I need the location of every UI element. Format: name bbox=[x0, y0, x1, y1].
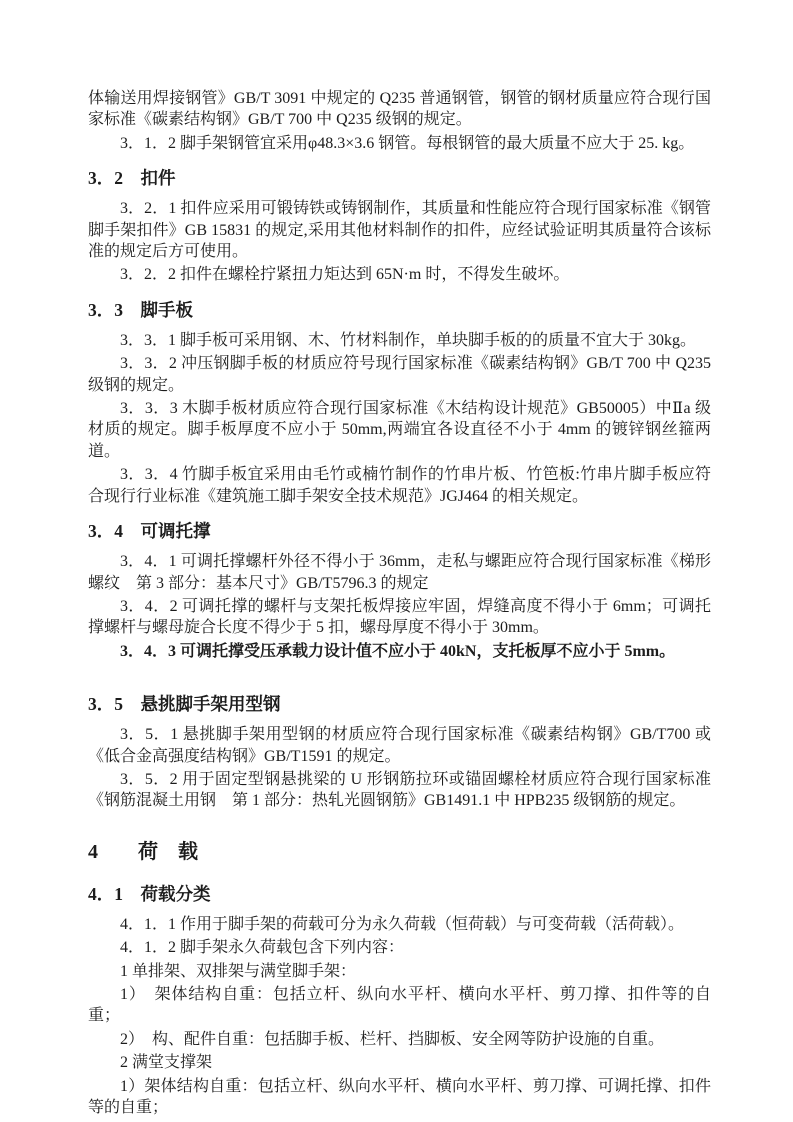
paragraph-continuation: 体输送用焊接钢管》GB/T 3091 中规定的 Q235 普通钢管，钢管的钢材质量应符合现行国家标准《碳素结构钢》GB/T 700 中 Q235 级钢的规定。 bbox=[88, 90, 711, 129]
chapter-heading-4: 4 荷 载 bbox=[88, 840, 198, 863]
section-heading-4-1: 4．1 荷载分类 bbox=[88, 883, 211, 904]
list-item-2: 2 满堂支撑架 bbox=[120, 1054, 213, 1072]
paragraph-3-1-2: 3．1．2 脚手架钢管宜采用φ48.3×3.6 钢管。每根钢管的最大质量不应大于 25. kg。 bbox=[120, 134, 695, 152]
paragraph-3-3-3: 3．3．3 木脚手板材质应符合现行国家标准《木结构设计规范》GB50005）中Ⅱa 级材质的规定。脚手板厚度不应小于 50mm,两端宜各设直径不小于 4mm 的镀锌钢丝箍两道。 bbox=[88, 400, 711, 460]
paragraph-3-2-1: 3．2．1 扣件应采用可锻铸铁或铸钢制作，其质量和性能应符合现行国家标准《钢管脚手架扣件》GB 15831 的规定,采用其他材料制作的扣件，应经试验证明其质量符合该标准的规定后方可使用。 bbox=[88, 200, 711, 261]
paragraph-3-3-4: 3．3．4 竹脚手板宜采用由毛竹或楠竹制作的竹串片板、竹笆板:竹串片脚手板应符合现行行业标准《建筑施工脚手架安全技术规范》JGJ464 的相关规定。 bbox=[88, 466, 711, 505]
list-item-1-2: 2） 构、配件自重：包括脚手板、栏杆、挡脚板、安全网等防护设施的自重。 bbox=[120, 1030, 665, 1048]
list-item-1: 1 单排架、双排架与满堂脚手架： bbox=[120, 962, 357, 980]
paragraph-3-2-2: 3．2．2 扣件在螺栓拧紧扭力矩达到 65N·m 时，不得发生破坏。 bbox=[120, 266, 570, 284]
paragraph-3-5-1: 3．5．1 悬挑脚手架用型钢的材质应符合现行国家标准《碳素结构钢》GB/T700 或《低合金高强度结构钢》GB/T1591 的规定。 bbox=[88, 726, 711, 765]
section-heading-3-5: 3．5 悬挑脚手架用型钢 bbox=[88, 694, 281, 715]
paragraph-3-4-2: 3．4．2 可调托撑的螺杆与支架托板焊接应牢固，焊缝高度不得小于 6mm；可调托撑螺杆与螺母旋合长度不得少于 5 扣，螺母厚度不得小于 30mm。 bbox=[88, 597, 711, 637]
section-heading-3-4: 3．4 可调托撑 bbox=[88, 521, 211, 542]
paragraph-4-1-1: 4．1．1 作用于脚手架的荷载可分为永久荷载（恒荷载）与可变荷载（活荷载）。 bbox=[120, 915, 685, 933]
paragraph-3-4-1: 3．4．1 可调托撑螺杆外径不得小于 36mm，走私与螺距应符合现行国家标准《梯形螺纹 第 3 部分：基本尺寸》GB/T5796.3 的规定 bbox=[88, 553, 711, 592]
paragraph-3-3-2: 3．3．2 冲压钢脚手板的材质应符号现行国家标准《碳素结构钢》GB/T 700 中 Q235 级钢的规定。 bbox=[88, 355, 711, 394]
paragraph-3-4-3-bold: 3．4．3 可调托撑受压承载力设计值不应小于 40kN，支托板厚不应小于 5mm。 bbox=[120, 642, 676, 660]
paragraph-3-3-1: 3．3．1 脚手板可采用钢、木、竹材料制作，单块脚手板的的质量不宜大于 30kg。 bbox=[120, 331, 697, 349]
paragraph-3-5-2: 3．5．2 用于固定型钢悬挑梁的 U 形钢筋拉环或锚固螺栓材质应符合现行国家标准《钢筋混凝土用钢 第 1 部分：热轧光圆钢筋》GB1491.1 中 HPB235 级钢筋的规定。 bbox=[88, 770, 711, 810]
paragraph-4-1-2: 4．1．2 脚手架永久荷载包含下列内容： bbox=[120, 939, 405, 957]
document-body bbox=[88, 88, 711, 1118]
section-heading-3-2: 3．2 扣件 bbox=[88, 168, 176, 189]
list-item-1-1: 1） 架体结构自重：包括立杆、纵向水平杆、横向水平杆、剪刀撑、扣件等的自重； bbox=[88, 985, 711, 1025]
section-heading-3-3: 3．3 脚手板 bbox=[88, 299, 193, 320]
list-item-2-1: 1）架体结构自重：包括立杆、纵向水平杆、横向水平杆、剪刀撑、可调托撑、扣件等的自重； bbox=[88, 1077, 711, 1116]
